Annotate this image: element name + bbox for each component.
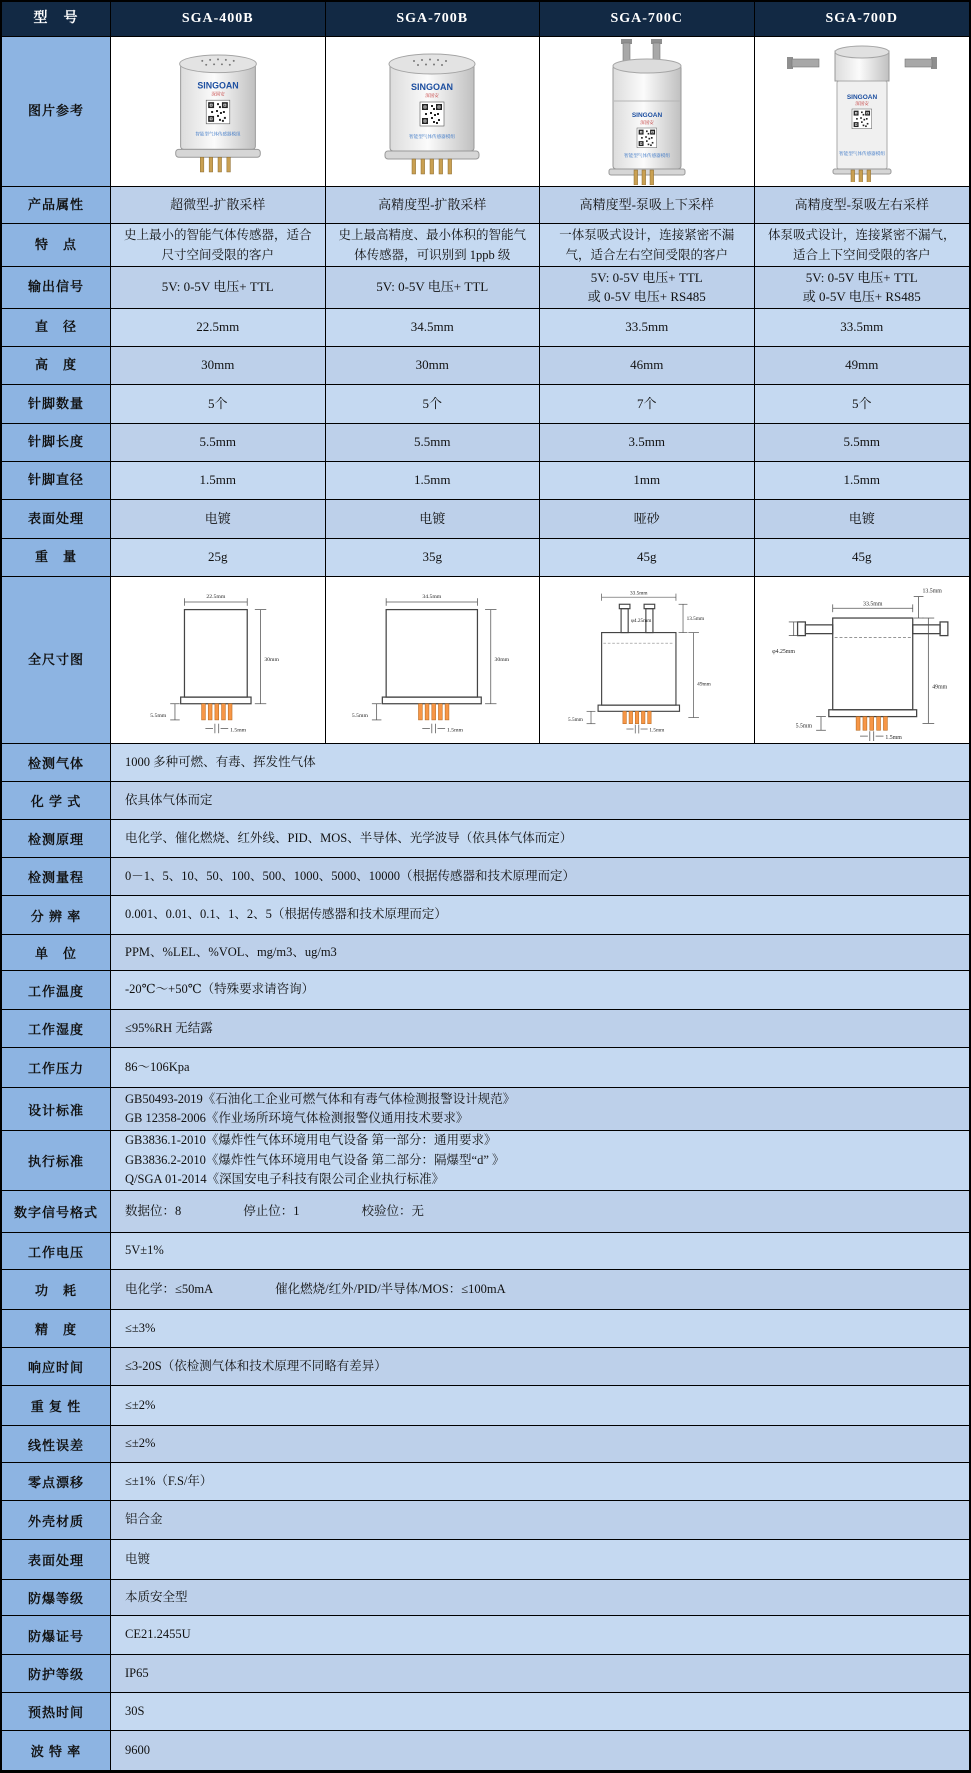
spec-value: 5个	[111, 385, 326, 424]
table-row	[2, 1463, 969, 1501]
spec-value: 5V: 0-5V 电压+ TTL 或 0-5V 电压+ RS485	[755, 267, 970, 309]
spec-value: 电镀	[326, 500, 541, 539]
row-label: 零点漂移	[2, 1463, 111, 1501]
row-value: 9600	[111, 1731, 969, 1771]
dimension-diagram-sga700c	[545, 579, 749, 741]
svg-text:30mm: 30mm	[264, 656, 279, 663]
row-value: 0.001、0.01、0.1、1、2、5（根据传感器和技术原理而定）	[111, 896, 969, 935]
svg-text:1.5mm: 1.5mm	[885, 735, 903, 741]
svg-text:φ4.25mm: φ4.25mm	[772, 649, 796, 656]
table-row	[2, 1731, 969, 1771]
table-row	[2, 1501, 969, 1540]
svg-text:1.5mm: 1.5mm	[230, 727, 247, 734]
svg-text:22.5mm: 22.5mm	[206, 594, 226, 601]
svg-text:5.5mm: 5.5mm	[568, 717, 583, 724]
row-value: -20℃～+50℃（特殊要求请咨询）	[111, 971, 969, 1010]
dimension-diagram-sga700b	[331, 579, 535, 741]
row-label: 检测气体	[2, 744, 111, 782]
row-label: 工作温度	[2, 971, 111, 1010]
spec-value: 30mm	[111, 347, 326, 385]
product-photo-cell-700c	[540, 37, 755, 187]
table-row	[2, 1655, 969, 1693]
spec-value: 33.5mm	[755, 309, 970, 347]
spec-value: 35g	[326, 539, 541, 577]
dimension-diagram-cell-700b	[326, 577, 541, 744]
svg-text:1.5mm: 1.5mm	[649, 727, 665, 734]
row-label-diameter: 直 径	[2, 309, 111, 347]
spec-value: 1.5mm	[326, 462, 541, 500]
row-label: 预热时间	[2, 1693, 111, 1731]
table-row	[2, 1310, 969, 1348]
product-caption: 智能型气体传感器模组	[838, 150, 885, 156]
product-caption: 智能型气体传感器模组	[195, 131, 241, 137]
spec-value: 史上最小的智能气体传感器，适合尺寸空间受限的客户	[111, 224, 326, 267]
row-value: PPM、%LEL、%VOL、mg/m3、ug/m3	[111, 935, 969, 971]
table-row	[2, 1426, 969, 1463]
spec-value: 25g	[111, 539, 326, 577]
row-label: 防护等级	[2, 1655, 111, 1693]
row-label-features: 特 点	[2, 224, 111, 267]
spec-value: 高精度型-泵吸上下采样	[540, 187, 755, 224]
row-value: 1000 多种可燃、有毒、挥发性气体	[111, 744, 969, 782]
table-row	[2, 1010, 969, 1048]
table-row	[2, 1693, 969, 1731]
row-value: 依具体气体而定	[111, 782, 969, 820]
spec-value: 电镀	[111, 500, 326, 539]
table-row	[2, 896, 969, 935]
row-value: 30S	[111, 1693, 969, 1731]
row-label: 执行标准	[2, 1131, 111, 1191]
row-label-output: 输出信号	[2, 267, 111, 309]
row-value: 数据位：8 停止位：1 校验位：无	[111, 1191, 969, 1233]
model-header-sga700d: SGA-700D	[755, 2, 970, 37]
spec-value: 5V: 0-5V 电压+ TTL 或 0-5V 电压+ RS485	[540, 267, 755, 309]
table-row	[2, 935, 969, 971]
spec-value: 哑砂	[540, 500, 755, 539]
spec-value: 1.5mm	[111, 462, 326, 500]
row-value: 5V±1%	[111, 1233, 969, 1270]
row-label: 工作湿度	[2, 1010, 111, 1048]
spec-value: 33.5mm	[540, 309, 755, 347]
spec-value: 5个	[755, 385, 970, 424]
spec-value: 34.5mm	[326, 309, 541, 347]
svg-text:34.5mm: 34.5mm	[421, 594, 441, 601]
row-value: ≤±2%	[111, 1426, 969, 1463]
dimension-diagram-cell-700c	[540, 577, 755, 744]
row-label: 检测量程	[2, 858, 111, 896]
brand-logo: SINGOAN	[411, 81, 454, 92]
svg-text:13.5mm: 13.5mm	[922, 588, 943, 595]
row-label: 外壳材质	[2, 1501, 111, 1540]
spec-value: 22.5mm	[111, 309, 326, 347]
row-value: IP65	[111, 1655, 969, 1693]
qr-code	[637, 128, 657, 148]
spec-value: 30mm	[326, 347, 541, 385]
spec-value: 5.5mm	[326, 424, 541, 462]
svg-text:5.5mm: 5.5mm	[150, 713, 167, 720]
brand-logo: SINGOAN	[631, 111, 662, 119]
dimension-diagram-cell-400b	[111, 577, 326, 744]
model-header-sga700c: SGA-700C	[540, 2, 755, 37]
svg-text:30mm: 30mm	[494, 656, 509, 663]
product-caption: 智能型气体传感器模组	[409, 133, 456, 139]
row-label: 单 位	[2, 935, 111, 971]
brand-sub: 深国安	[425, 92, 439, 98]
product-photo-sga700b	[372, 47, 492, 177]
table-row	[2, 1386, 969, 1426]
brand-logo: SINGOAN	[197, 79, 239, 90]
spec-value: 45g	[755, 539, 970, 577]
table-row	[2, 1348, 969, 1386]
row-label: 功 耗	[2, 1270, 111, 1310]
row-label: 检测原理	[2, 820, 111, 858]
table-row	[2, 744, 969, 782]
row-label-pin-diameter: 针脚直径	[2, 462, 111, 500]
product-photo-cell-700d	[755, 37, 970, 187]
row-label: 数字信号格式	[2, 1191, 111, 1233]
row-label-pin-length: 针脚长度	[2, 424, 111, 462]
spec-value: 体泵吸式设计，连接紧密不漏气，适合上下空间受限的客户	[755, 224, 970, 267]
row-label-weight: 重 量	[2, 539, 111, 577]
spec-value: 1mm	[540, 462, 755, 500]
spec-value: 49mm	[755, 347, 970, 385]
row-label-attr: 产品属性	[2, 187, 111, 224]
spec-value: 一体泵吸式设计，连接紧密不漏气，适合左右空间受限的客户	[540, 224, 755, 267]
spec-value: 高精度型-泵吸左右采样	[755, 187, 970, 224]
table-row	[2, 1233, 969, 1270]
brand-sub: 深国安	[640, 119, 654, 125]
dimension-diagram-sga700d	[764, 579, 959, 741]
table-row	[2, 1616, 969, 1655]
spec-value: 超微型-扩散采样	[111, 187, 326, 224]
spec-value: 46mm	[540, 347, 755, 385]
row-value: 电化学：≤50mA 催化燃烧/红外/PID/半导体/MOS：≤100mA	[111, 1270, 969, 1310]
svg-text:49mm: 49mm	[932, 684, 948, 691]
row-label: 表面处理	[2, 1540, 111, 1580]
row-label: 工作压力	[2, 1048, 111, 1088]
spec-value: 5.5mm	[755, 424, 970, 462]
row-label-height: 高 度	[2, 347, 111, 385]
svg-text:33.5mm: 33.5mm	[863, 601, 883, 608]
row-label: 重 复 性	[2, 1386, 111, 1426]
row-value: GB3836.1-2010《爆炸性气体环境用电气设备 第一部分：通用要求》 GB3836.2-2010《爆炸性气体环境用电气设备 第二部分：隔爆型“d” 》 Q/SGA 01-2014《深国安电子科技有限公司企业执行标准》	[111, 1131, 969, 1191]
table-row	[2, 820, 969, 858]
model-header-sga700b: SGA-700B	[326, 2, 541, 37]
dimension-diagram-sga400b	[116, 579, 320, 741]
row-label: 响应时间	[2, 1348, 111, 1386]
row-value: 0－1、5、10、50、100、500、1000、5000、10000（根据传感器和技术原理而定）	[111, 858, 969, 896]
row-value: CE21.2455U	[111, 1616, 969, 1655]
qr-code	[420, 102, 444, 126]
svg-text:φ4.25mm: φ4.25mm	[630, 617, 652, 624]
svg-text:33.5mm: 33.5mm	[630, 590, 648, 597]
table-row	[2, 782, 969, 820]
table-row	[2, 1048, 969, 1088]
spec-value: 高精度型-扩散采样	[326, 187, 541, 224]
svg-text:13.5mm: 13.5mm	[686, 616, 705, 623]
qr-code	[852, 109, 872, 129]
row-value: 铝合金	[111, 1501, 969, 1540]
row-label-dimensions: 全尺寸图	[2, 577, 111, 744]
row-label: 防爆等级	[2, 1580, 111, 1616]
row-value: 86～106Kpa	[111, 1048, 969, 1088]
table-row	[2, 1191, 969, 1233]
spec-value: 45g	[540, 539, 755, 577]
row-label: 设计标准	[2, 1088, 111, 1131]
product-photo-cell-400b	[111, 37, 326, 187]
spec-value: 1.5mm	[755, 462, 970, 500]
brand-sub: 深国安	[211, 90, 225, 96]
product-photo-sga700d	[787, 42, 937, 182]
table-row	[2, 858, 969, 896]
row-value: 电化学、催化燃烧、红外线、PID、MOS、半导体、光学波导（依具体气体而定）	[111, 820, 969, 858]
spec-table-top	[2, 2, 969, 744]
row-label-image: 图片参考	[2, 37, 111, 187]
brand-logo: SINGOAN	[846, 93, 877, 101]
spec-value: 5.5mm	[111, 424, 326, 462]
svg-text:5.5mm: 5.5mm	[351, 713, 368, 720]
svg-text:49mm: 49mm	[697, 681, 711, 688]
qr-code	[206, 100, 230, 124]
spec-value: 电镀	[755, 500, 970, 539]
table-row	[2, 1088, 969, 1131]
row-label: 分 辨 率	[2, 896, 111, 935]
spec-value: 3.5mm	[540, 424, 755, 462]
row-value: ≤3-20S（依检测气体和技术原理不同略有差异）	[111, 1348, 969, 1386]
model-row-label: 型 号	[2, 2, 111, 37]
svg-text:1.5mm: 1.5mm	[446, 727, 463, 734]
product-caption: 智能型气体传感器模组	[623, 152, 670, 158]
spec-value: 5V: 0-5V 电压+ TTL	[326, 267, 541, 309]
row-label: 工作电压	[2, 1233, 111, 1270]
table-row	[2, 1131, 969, 1191]
spec-value: 5V: 0-5V 电压+ TTL	[111, 267, 326, 309]
table-row	[2, 1580, 969, 1616]
row-value: ≤±1%（F.S/年）	[111, 1463, 969, 1501]
table-row	[2, 1540, 969, 1580]
table-row	[2, 971, 969, 1010]
row-value: 本质安全型	[111, 1580, 969, 1616]
table-row	[2, 1270, 969, 1310]
product-photo-sga700c	[587, 39, 707, 185]
row-label: 化 学 式	[2, 782, 111, 820]
row-label: 精 度	[2, 1310, 111, 1348]
row-label: 线性误差	[2, 1426, 111, 1463]
row-label: 波 特 率	[2, 1731, 111, 1771]
row-label: 防爆证号	[2, 1616, 111, 1655]
spec-value: 5个	[326, 385, 541, 424]
row-value: GB50493-2019《石油化工企业可燃气体和有毒气体检测报警设计规范》 GB 12358-2006《作业场所环境气体检测报警仪通用技术要求》	[111, 1088, 969, 1131]
row-value: ≤±3%	[111, 1310, 969, 1348]
spec-value: 史上最高精度、最小体积的智能气体传感器，可识别到 1ppb 级	[326, 224, 541, 267]
product-photo-sga400b	[159, 48, 277, 176]
model-header-sga400b: SGA-400B	[111, 2, 326, 37]
row-label-surface: 表面处理	[2, 500, 111, 539]
row-value: 电镀	[111, 1540, 969, 1580]
dimension-diagram-cell-700d	[755, 577, 970, 744]
product-photo-cell-700b	[326, 37, 541, 187]
svg-text:5.5mm: 5.5mm	[795, 723, 813, 730]
spec-value: 7个	[540, 385, 755, 424]
brand-sub: 深国安	[855, 100, 869, 106]
row-label-pin-count: 针脚数量	[2, 385, 111, 424]
row-value: ≤±2%	[111, 1386, 969, 1426]
row-value: ≤95%RH 无结露	[111, 1010, 969, 1048]
